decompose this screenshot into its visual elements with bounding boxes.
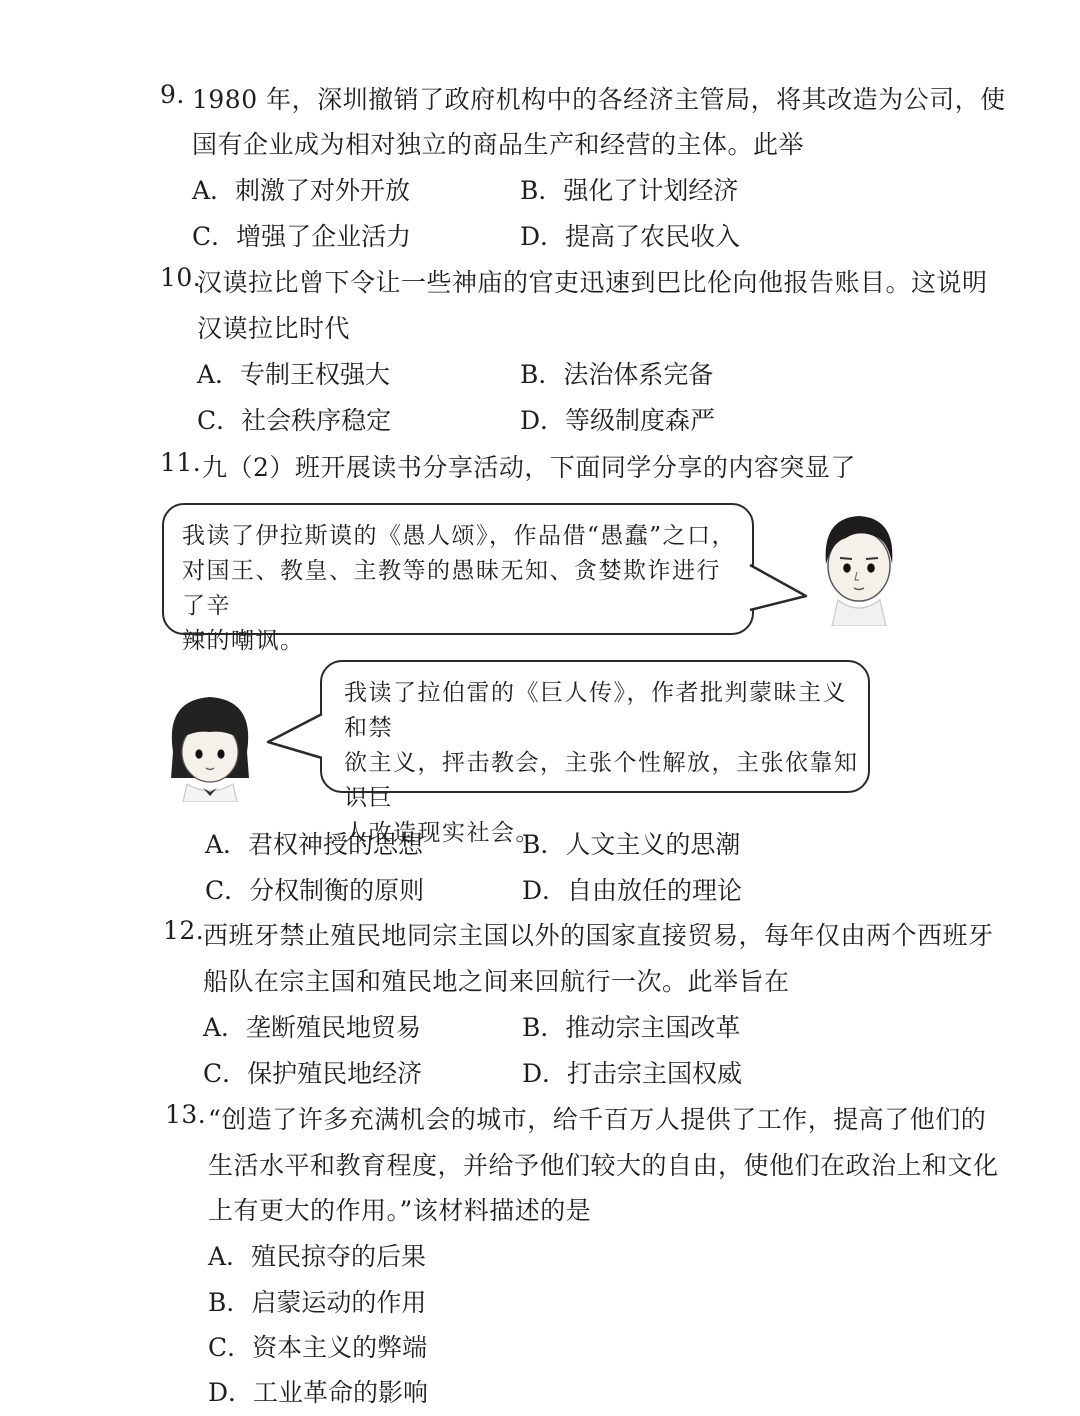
question-stem-line: 汉谟拉比时代 [197,314,351,343]
bubble-line: 辣的嘲讽。 [182,628,305,654]
option-a[interactable]: A．君权神授的思想 [205,830,424,859]
bubble-line: 我读了拉伯雷的《巨人传》，作者批判蒙昧主义和禁 [344,680,847,741]
question-stem-line: 1980 年，深圳撤销了政府机构中的各经济主管局，将其改造为公司，使 [192,85,1006,114]
option-b[interactable]: B．强化了计划经济 [520,176,739,205]
bubble-line: 我读了伊拉斯谟的《愚人颂》，作品借“愚蠢”之口， [182,523,737,549]
bubble-tail [266,712,326,764]
bubble-tail [748,562,810,616]
bubble-line: 人改造现实社会。 [344,820,540,846]
option-d[interactable]: D．工业革命的影响 [208,1378,429,1407]
option-c[interactable]: C．资本主义的弊端 [208,1333,428,1362]
question-stem-line: “创造了许多充满机会的城市，给千百万人提供了工作，提高了他们的 [208,1105,987,1134]
option-b[interactable]: B．推动宗主国改革 [522,1013,741,1042]
question-stem-line: 汉谟拉比曾下令让一些神庙的官吏迅速到巴比伦向他报告账目。这说明 [197,268,988,297]
option-c[interactable]: C．保护殖民地经济 [203,1059,423,1088]
question-stem-line: 九（2）班开展读书分享活动，下面同学分享的内容突显了 [202,453,856,482]
boy-avatar-icon [816,508,902,626]
option-c[interactable]: C．社会秩序稳定 [197,406,392,435]
question-number: 12. [163,916,205,945]
question-stem-line: 上有更大的作用。”该材料描述的是 [208,1196,592,1225]
question-number: 10. [160,263,202,292]
option-a[interactable]: A．殖民掠夺的后果 [208,1242,427,1271]
option-d[interactable]: D．等级制度森严 [520,406,716,435]
bubble-line: 对国王、教皇、主教等的愚昧无知、贪婪欺诈进行了辛 [182,558,721,619]
question-stem-line: 生活水平和教育程度，并给予他们较大的自由，使他们在政治上和文化 [208,1151,999,1180]
question-number: 11. [160,448,202,477]
option-a[interactable]: A．垄断殖民地贸易 [203,1013,422,1042]
bubble-line: 欲主义，抨击教会，主张个性解放，主张依靠知识巨 [344,750,859,811]
option-b[interactable]: B．人文主义的思潮 [522,830,741,859]
question-number: 9. [160,80,185,109]
option-a[interactable]: A．专制王权强大 [197,360,391,389]
option-d[interactable]: D．打击宗主国权威 [522,1059,743,1088]
question-number: 13. [165,1100,207,1129]
option-a[interactable]: A．刺激了对外开放 [192,176,411,205]
question-stem-line: 国有企业成为相对独立的商品生产和经营的主体。此举 [192,130,805,159]
option-c[interactable]: C．分权制衡的原则 [205,876,425,905]
option-c[interactable]: C．增强了企业活力 [192,222,412,251]
girl-avatar-icon [163,692,257,802]
speech-bubble-boy [162,503,754,654]
option-b[interactable]: B．启蒙运动的作用 [208,1288,427,1317]
question-stem-line: 西班牙禁止殖民地同宗主国以外的国家直接贸易，每年仅由两个西班牙 [203,921,994,950]
question-stem-line: 船队在宗主国和殖民地之间来回航行一次。此举旨在 [203,967,790,996]
option-d[interactable]: D．提高了农民收入 [520,222,741,251]
option-b[interactable]: B．法治体系完备 [520,360,714,389]
option-d[interactable]: D．自由放任的理论 [522,876,743,905]
